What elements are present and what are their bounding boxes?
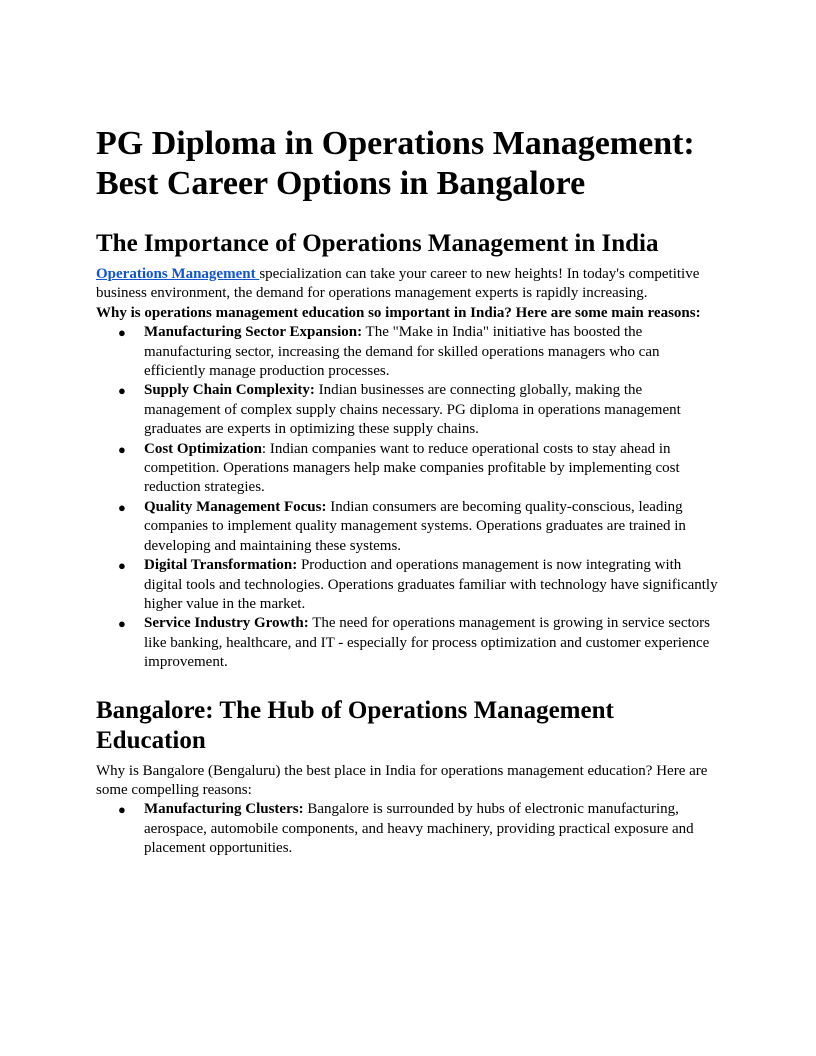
list-item <box>96 800 720 858</box>
list-item-text: Indian businesses are connecting globally, making the management of complex supply chains necessary. PG diploma in operations management graduates are experts in optimizing these supply chains. <box>144 382 681 438</box>
list-item-text: Indian consumers are becoming quality-conscious, leading companies to implement quality management systems. Operations graduates are trained in developing and maintaining these systems. <box>144 498 686 554</box>
list-item <box>96 323 720 381</box>
section-heading-importance: The Importance of Operations Management in India <box>96 230 659 257</box>
list-item-label: Supply Chain Complexity: <box>144 382 315 399</box>
bangalore-reasons-list <box>96 800 720 858</box>
list-item-text: The need for operations management is growing in service sectors like banking, healthcare, and IT - especially for process optimization and customer experience improvement. <box>144 615 710 671</box>
list-item-label: Cost Optimization <box>144 440 262 457</box>
bullet-icon: ● <box>118 558 126 574</box>
operations-management-link[interactable]: Operations Management <box>96 266 260 282</box>
list-item-text: Bangalore is surrounded by hubs of electronic manufacturing, aerospace, automobile components, and heavy machinery, providing practical exposure and placement opportunities. <box>144 801 694 857</box>
bullet-icon: ● <box>118 499 126 515</box>
list-item-text: The "Make in India" initiative has boosted the manufacturing sector, increasing the demand for skilled operations managers who can efficiently manage production processes. <box>144 324 660 380</box>
section-heading-bangalore: Bangalore: The Hub of Operations Management Education <box>96 696 614 754</box>
reasons-list <box>96 323 720 672</box>
list-item-text: Production and operations management is now integrating with digital tools and technologies. Operations graduates familiar with technology have significantly higher value in the market. <box>144 557 718 612</box>
list-item-label: Quality Management Focus: <box>144 498 327 515</box>
list-item-label: Service Industry Growth: <box>144 615 309 632</box>
list-item-text: : Indian companies want to reduce operational costs to stay ahead in competition. Operations managers help make companies profitable by implementing cost reduction strategies. <box>144 440 680 496</box>
list-item <box>96 498 720 556</box>
list-item <box>96 381 720 439</box>
bullet-icon: ● <box>118 441 126 457</box>
list-item-label: Digital Transformation: <box>144 557 298 574</box>
bullet-icon: ● <box>118 802 126 818</box>
reasons-question: Why is operations management education so important in India? Here are some main reasons: <box>96 304 701 321</box>
list-item <box>96 614 720 672</box>
bullet-icon: ● <box>118 325 126 341</box>
list-item <box>96 440 720 498</box>
bullet-icon: ● <box>118 383 126 399</box>
page-title: PG Diploma in Operations Management: Best Career Options in Bangalore <box>96 125 695 202</box>
bangalore-intro: Why is Bangalore (Bengaluru) the best place in India for operations management education? Here are some compelling reasons: <box>96 762 708 798</box>
list-item-label: Manufacturing Sector Expansion: <box>144 324 363 341</box>
bullet-icon: ● <box>118 616 126 632</box>
document-body <box>96 124 720 859</box>
list-item <box>96 556 720 614</box>
intro-paragraph <box>96 265 720 304</box>
list-item-label: Manufacturing Clusters: <box>144 801 304 818</box>
intro-text: specialization can take your career to new heights! In today's competitive business environment, the demand for operations management experts is rapidly increasing. <box>96 266 700 302</box>
